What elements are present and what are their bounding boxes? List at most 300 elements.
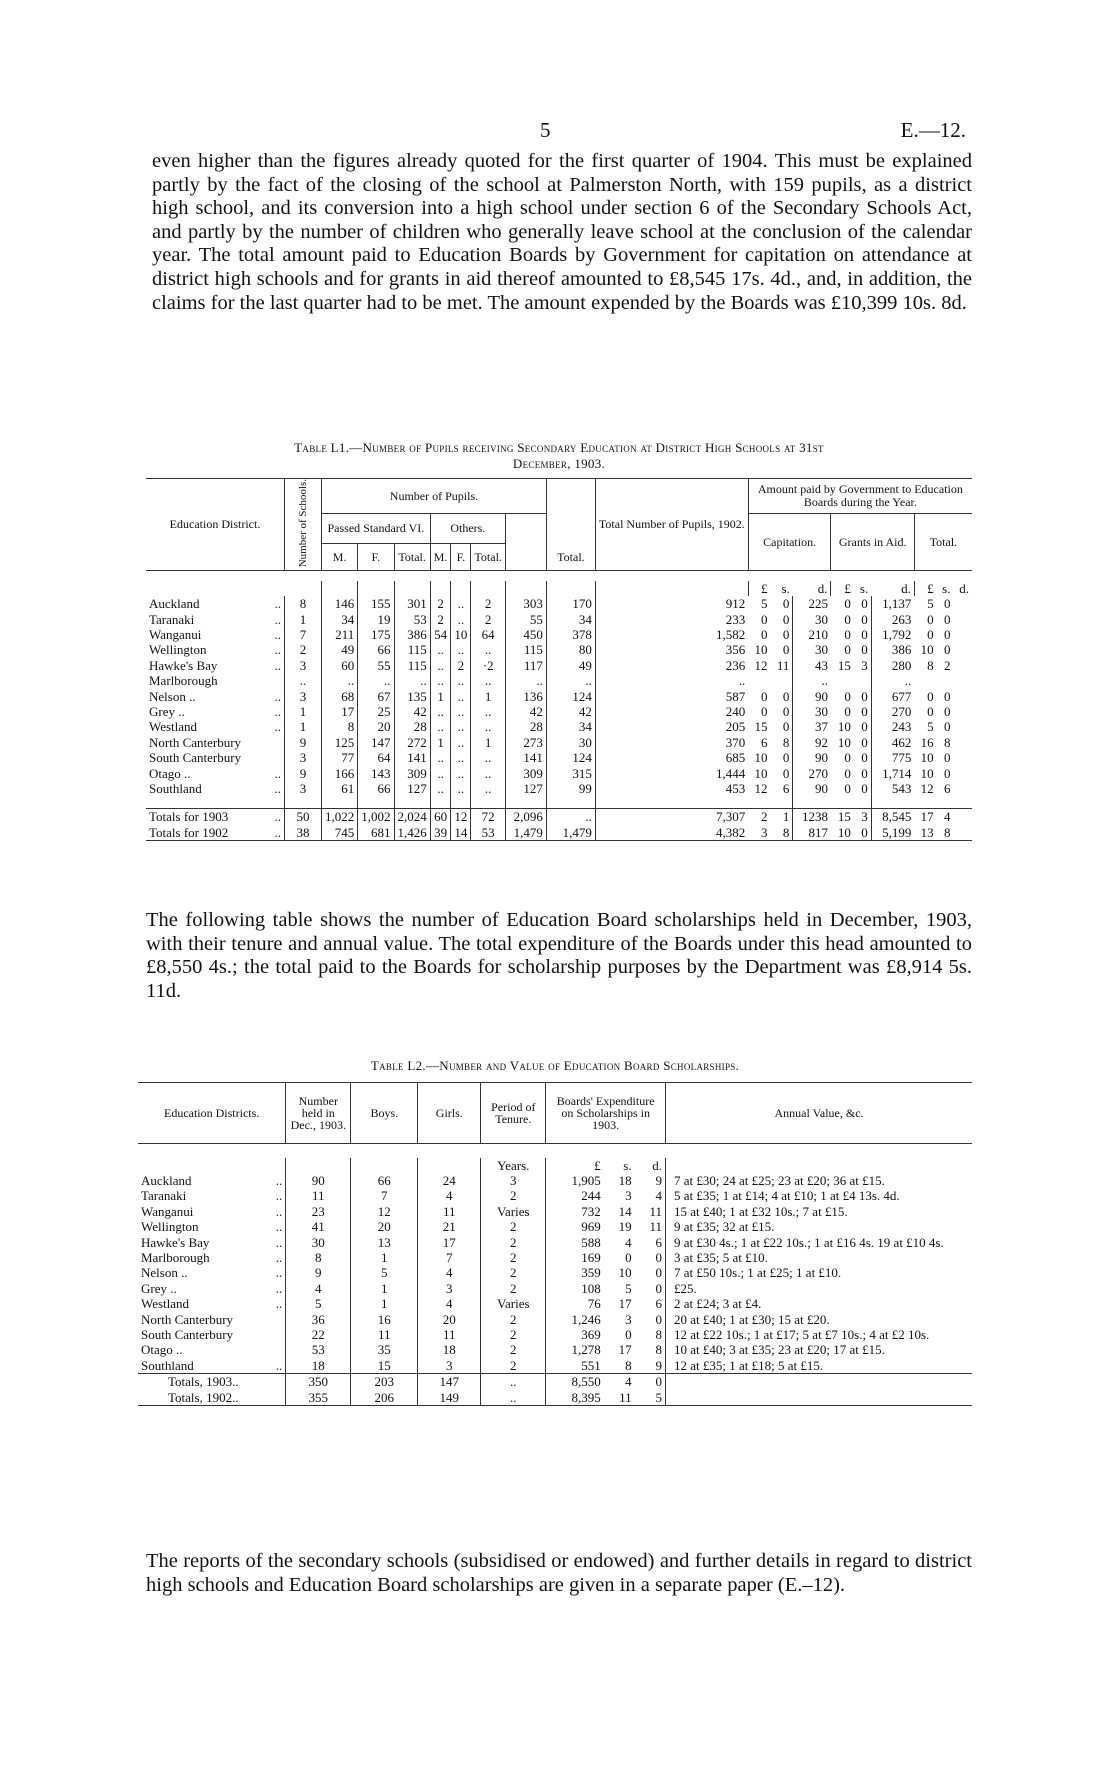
table-cell: 4: [418, 1265, 481, 1280]
table-cell: 3: [285, 689, 322, 704]
table-cell: 5: [286, 1296, 351, 1311]
column-header: Boys.: [351, 1083, 418, 1144]
table-l1-caption: [146, 440, 972, 472]
column-header: F.: [358, 544, 394, 571]
district-name: Hawke's Bay: [149, 657, 218, 673]
table-cell: 17: [322, 704, 358, 719]
table-cell: ..: [430, 673, 451, 688]
table-cell: 0: [927, 627, 934, 643]
table-row: [146, 642, 972, 657]
district-name: Wellington: [141, 1219, 199, 1235]
table-cell: 0: [943, 642, 951, 658]
table-cell: 462: [891, 734, 912, 750]
district-name: Southland: [141, 1357, 194, 1373]
table-cell: [937, 673, 954, 688]
district-cell: [146, 781, 285, 796]
table-cell: 3: [854, 658, 871, 673]
table-cell: 2: [471, 612, 506, 627]
table-cell: 14: [618, 1203, 632, 1219]
table-row: [146, 658, 972, 673]
table-cell: 30: [814, 642, 828, 658]
table-cell: ..: [285, 673, 322, 688]
table-cell: 2: [943, 657, 951, 673]
district-cell: [146, 750, 285, 765]
table-cell: 0: [854, 642, 871, 657]
table-cell: 90: [814, 688, 828, 704]
unit-label: d.: [635, 1158, 666, 1173]
table-cell: 0: [844, 704, 851, 720]
table-cell: 12: [451, 809, 471, 825]
leader-dots: ..: [274, 688, 281, 704]
table-cell: 0: [844, 765, 851, 781]
leader-dots: ..: [274, 611, 281, 627]
table-cell: ..: [471, 750, 506, 765]
table-cell: 2: [481, 1265, 546, 1280]
table-cell: ..: [451, 673, 471, 688]
table-cell: 301: [394, 596, 430, 611]
paragraph-text: The reports of the secondary schools (subsidised or endowed) and further details in regard to district high schools and Education Board scholarships are given in a separate paper (E.–12).: [146, 1550, 972, 1596]
table-cell: 1: [430, 735, 451, 750]
table-cell: 10: [837, 719, 851, 735]
table-cell: 0: [771, 704, 793, 719]
unit-label: d.: [871, 581, 914, 596]
table-cell: 6: [635, 1235, 666, 1250]
table-cell: 14: [451, 825, 471, 841]
table-cell: 28: [394, 719, 430, 734]
table-cell: 80: [546, 642, 595, 657]
table-row: [146, 704, 972, 719]
table-cell: 127: [394, 781, 430, 796]
table-cell: 10: [920, 750, 934, 766]
table-cell: 115: [394, 658, 430, 673]
table-cell: 0: [844, 781, 851, 797]
table-cell: 19: [358, 612, 394, 627]
table-cell: 4: [418, 1188, 481, 1203]
table-row: [138, 1173, 972, 1188]
table-cell: 124: [546, 750, 595, 765]
annual-value-cell: 9 at £30 4s.; 1 at £22 10s.; 1 at £16 4s. 19 at £10 4s.: [674, 1234, 944, 1250]
table-cell: 76: [587, 1296, 601, 1312]
table-cell: 11: [771, 658, 793, 673]
table-cell: 15: [351, 1358, 418, 1374]
annual-value-cell: 3 at £35; 5 at £10.: [674, 1249, 768, 1265]
district-cell: [146, 673, 285, 688]
table-cell: 0: [943, 596, 951, 612]
table-cell: 9: [635, 1173, 666, 1188]
annual-value-cell: 10 at £40; 3 at £35; 23 at £20; 17 at £15.: [674, 1342, 885, 1358]
table-cell: 1,246: [571, 1311, 601, 1327]
table-cell: 30: [814, 611, 828, 627]
table-cell: 0: [854, 766, 871, 781]
table-cell: 11: [635, 1204, 666, 1219]
table-cell: 43: [814, 657, 828, 673]
intro-paragraph: [152, 150, 972, 315]
table-cell: ..: [430, 658, 451, 673]
table-cell: 136: [505, 689, 546, 704]
district-name: Southland: [149, 781, 202, 797]
table-cell: 0: [761, 627, 768, 643]
table-cell: 0: [927, 688, 934, 704]
annual-value-cell: 9 at £35; 32 at £15.: [674, 1219, 775, 1235]
table-cell: 0: [844, 596, 851, 612]
table-cell: 236: [725, 657, 746, 673]
table-row: [138, 1188, 972, 1203]
table-cell: 7,307: [716, 809, 746, 825]
annual-value-cell: 20 at £40; 1 at £30; 15 at £20.: [674, 1311, 830, 1327]
district-cell: [146, 766, 285, 781]
table-cell: 0: [854, 689, 871, 704]
table-cell: 3: [625, 1311, 632, 1327]
table-cell: 0: [927, 704, 934, 720]
table-cell: 2: [481, 1250, 546, 1265]
units-row: [146, 581, 972, 596]
district-name: Taranaki: [141, 1188, 187, 1204]
table-cell: 1,479: [505, 825, 546, 841]
table-row: [146, 735, 972, 750]
spacer-row: [146, 796, 972, 809]
column-header: Education District.: [146, 479, 285, 571]
table-cell: 10: [920, 642, 934, 658]
table-cell: 2: [285, 642, 322, 657]
table-cell: 2: [481, 1219, 546, 1234]
table-cell: 2: [481, 1312, 546, 1327]
table-cell: 5: [635, 1390, 666, 1406]
table-cell: 10: [754, 642, 768, 658]
district-name: Wanganui: [149, 627, 202, 643]
district-cell: [146, 735, 285, 750]
table-cell: 41: [286, 1219, 351, 1234]
table-cell: 18: [286, 1358, 351, 1374]
column-header: [546, 479, 595, 544]
table-row: [138, 1358, 972, 1374]
table-cell: 0: [854, 825, 871, 841]
table-cell: ..: [451, 750, 471, 765]
table-cell: 0: [761, 611, 768, 627]
table-cell: 21: [418, 1219, 481, 1234]
table-cell: 30: [546, 735, 595, 750]
table-row: [138, 1219, 972, 1234]
table-cell: 1: [771, 809, 793, 825]
table-cell: 1: [351, 1250, 418, 1265]
paragraph-text: even higher than the figures already quoted for the first quarter of 1904. This must be explained partly by the fact of the closing of the school at Palmerston North, with 159 pupils, as a district high school, and its conversion into a high school under section 6 of the Secondary Schools Act, and partly by the number of children who generally leave school at the conclusion of the calendar year. The total amount paid to Education Boards by Government for capitation on attendance at district high schools and for grants in aid thereof amounted to £8,545 17s. 4d., and, in addition, the claims for the last quarter had to be met. The amount expended by the Boards was £10,399 10s. 8d.: [152, 150, 972, 314]
table-cell: 18: [618, 1172, 632, 1188]
table-cell: 1,792: [882, 627, 912, 643]
table-cell: ..: [269, 1281, 286, 1296]
unit-label: Years.: [481, 1158, 546, 1173]
table-cell: 3: [285, 781, 322, 796]
table-cell: 6: [761, 734, 768, 750]
table-cell: [269, 1342, 286, 1357]
table-cell: 1: [471, 735, 506, 750]
table-cell: 1,714: [882, 765, 912, 781]
unit-label: d.: [959, 580, 969, 596]
table-cell: 11: [635, 1219, 666, 1234]
table-cell: ..: [738, 673, 746, 689]
column-header: Grants in Aid.: [831, 514, 914, 571]
column-header: Number held in Dec., 1903.: [286, 1083, 351, 1144]
table-cell: 66: [358, 781, 394, 796]
table-cell: [666, 1390, 973, 1406]
totals-row: [138, 1390, 972, 1406]
column-header: Total.: [929, 534, 958, 549]
table-cell: 369: [581, 1326, 601, 1342]
table-cell: 1,426: [394, 825, 430, 841]
table-cell: ..: [451, 766, 471, 781]
table-cell: 175: [358, 627, 394, 642]
table-cell: 0: [854, 704, 871, 719]
column-header: Number of Pupils.: [322, 479, 547, 514]
column-header: Passed Standard VI.: [322, 514, 431, 544]
unit-label: £: [761, 580, 768, 596]
table-cell: 8: [625, 1357, 632, 1373]
table-cell: 12: [754, 657, 768, 673]
totals-row: [146, 825, 972, 841]
table-cell: 0: [927, 611, 934, 627]
caption-line: December, 1903.: [512, 456, 606, 471]
table-cell: 2: [481, 1342, 546, 1357]
unit-label: d.: [793, 581, 831, 596]
table-cell: 90: [286, 1173, 351, 1188]
table-cell: 0: [854, 719, 871, 734]
table-row: [146, 750, 972, 765]
table-cell: 244: [581, 1188, 601, 1204]
column-header: Period of Tenure.: [481, 1083, 546, 1144]
table-cell: 146: [322, 596, 358, 611]
table-cell: 0: [771, 719, 793, 734]
column-header: [505, 514, 546, 571]
table-cell: 6: [943, 781, 951, 797]
table-cell: ..: [471, 781, 506, 796]
table-cell: 3: [285, 750, 322, 765]
column-header: Total.: [546, 544, 595, 571]
table-row: [146, 612, 972, 627]
table-cell: 124: [546, 689, 595, 704]
table-cell: 54: [430, 627, 451, 642]
table-cell: 141: [505, 750, 546, 765]
table-cell: 8: [285, 596, 322, 611]
table-cell: 9: [285, 735, 322, 750]
table-cell: 206: [351, 1390, 418, 1406]
table-cell: 0: [635, 1265, 666, 1280]
table-cell: 551: [581, 1357, 601, 1373]
table-cell: 135: [394, 689, 430, 704]
table-cell: 8: [771, 825, 793, 841]
table-cell: 42: [546, 704, 595, 719]
table-cell: 10: [754, 750, 768, 766]
table-cell: 233: [725, 611, 746, 627]
table-cell: 11: [619, 1389, 632, 1405]
table-cell: 11: [351, 1327, 418, 1342]
table-cell: 0: [844, 627, 851, 643]
table-row: [138, 1296, 972, 1311]
table-cell: 30: [814, 704, 828, 720]
table-cell: 0: [625, 1326, 632, 1342]
table-cell: 359: [581, 1265, 601, 1281]
table-cell: ..: [430, 750, 451, 765]
table-cell: 42: [394, 704, 430, 719]
table-cell: 0: [854, 596, 871, 611]
table-cell: 1: [285, 719, 322, 734]
leader-dots: ..: [274, 596, 281, 612]
table-cell: 0: [943, 611, 951, 627]
table-cell: 13: [351, 1235, 418, 1250]
table-cell: 115: [505, 642, 546, 657]
table-cell: 0: [943, 750, 951, 766]
table-cell: 12: [920, 781, 934, 797]
district-cell: [146, 704, 285, 719]
table-cell: ..: [471, 704, 506, 719]
table-cell: [771, 673, 793, 688]
table-cell: 49: [322, 642, 358, 657]
district-name: Westland: [149, 719, 198, 735]
table-cell: 11: [418, 1327, 481, 1342]
table-cell: 10: [837, 734, 851, 750]
table-cell: 149: [418, 1390, 481, 1406]
table-cell: ..: [269, 1173, 286, 1188]
table-cell: 9: [285, 766, 322, 781]
table-cell: 1: [351, 1281, 418, 1296]
district-name: North Canterbury: [141, 1311, 234, 1327]
table-cell: 350: [286, 1374, 351, 1390]
unit-label: s.: [781, 580, 790, 596]
leader-dots: ..: [274, 824, 281, 840]
table-cell: 2: [430, 612, 451, 627]
table-cell: 13: [920, 824, 934, 840]
district-name: Hawke's Bay: [141, 1234, 210, 1250]
table-cell: 9: [286, 1265, 351, 1280]
district-cell: [146, 627, 285, 642]
table-cell: 36: [286, 1312, 351, 1327]
table-cell: 0: [943, 719, 951, 735]
table-cell: ..: [481, 1374, 546, 1390]
table-totals: [146, 796, 972, 840]
table-cell: 315: [546, 766, 595, 781]
district-name: North Canterbury: [149, 734, 242, 750]
table-cell: 2: [481, 1327, 546, 1342]
totals-row: [146, 809, 972, 825]
caption-line: Table L1.—Number of Pupils receiving Secondary Education at District High Schools at 31st: [294, 440, 824, 455]
column-header: Girls.: [418, 1083, 481, 1144]
table-cell: 211: [322, 627, 358, 642]
table-cell: 11: [286, 1188, 351, 1203]
table-cell: ..: [821, 673, 828, 689]
table-cell: 11: [418, 1204, 481, 1219]
table-cell: 7: [351, 1188, 418, 1203]
table-cell: 55: [505, 612, 546, 627]
table-cell: ..: [451, 612, 471, 627]
table-cell: ..: [430, 642, 451, 657]
leader-dots: ..: [274, 719, 281, 735]
table-cell: 0: [625, 1249, 632, 1265]
district-name: Totals for 1902: [149, 824, 229, 840]
table-cell: 72: [471, 809, 506, 825]
district-name: Nelson ..: [141, 1265, 188, 1281]
table-l1: [146, 478, 972, 841]
unit-label: £: [594, 1157, 601, 1173]
table-cell: [269, 1312, 286, 1327]
table-cell: 0: [844, 642, 851, 658]
table-cell: 34: [546, 612, 595, 627]
leader-dots: ..: [274, 781, 281, 797]
table-cell: 115: [394, 642, 430, 657]
table-cell: 1: [471, 689, 506, 704]
table-row: [146, 766, 972, 781]
table-cell: 92: [814, 734, 828, 750]
table-cell: ..: [451, 642, 471, 657]
table-cell: 2: [761, 809, 768, 825]
table-cell: 4: [286, 1281, 351, 1296]
table-cell: 0: [854, 781, 871, 796]
table-cell: ..: [269, 1219, 286, 1234]
table-cell: 0: [771, 627, 793, 642]
table-cell: 2: [481, 1235, 546, 1250]
table-cell: 108: [581, 1280, 601, 1296]
table-cell: 2,096: [505, 809, 546, 825]
table-cell: ..: [430, 766, 451, 781]
table-cell: 273: [505, 735, 546, 750]
table-cell: 6: [771, 781, 793, 796]
district-name: Auckland: [149, 596, 200, 612]
table-cell: [914, 673, 936, 688]
document-reference: E.—12.: [900, 118, 966, 142]
table-cell: 53: [394, 612, 430, 627]
table-row: [146, 719, 972, 734]
table-cell: 732: [581, 1203, 601, 1219]
table-cell: [666, 1374, 973, 1390]
table-cell: 3: [418, 1358, 481, 1374]
table-cell: 18: [418, 1342, 481, 1357]
district-name: South Canterbury: [141, 1326, 234, 1342]
table-cell: 0: [635, 1281, 666, 1296]
table-cell: 55: [358, 658, 394, 673]
table-cell: 20: [351, 1219, 418, 1234]
table-cell: ..: [269, 1250, 286, 1265]
unit-label: £: [927, 580, 934, 596]
table-cell: 2: [451, 658, 471, 673]
table-cell: 60: [322, 658, 358, 673]
table-cell: 53: [471, 825, 506, 841]
table-cell: 12: [754, 781, 768, 797]
table-cell: 681: [358, 825, 394, 841]
district-name: Otago ..: [149, 765, 191, 781]
table-cell: 90: [814, 781, 828, 797]
table-cell: 0: [771, 642, 793, 657]
column-header: Capitation.: [748, 514, 831, 571]
table-cell: 64: [471, 627, 506, 642]
annual-value-cell: 15 at £40; 1 at £32 10s.; 7 at £15.: [674, 1203, 848, 1219]
table-row: [138, 1265, 972, 1280]
table-cell: 309: [505, 766, 546, 781]
column-header: Amount paid by Government to Education Boards during the Year.: [748, 479, 972, 514]
table-cell: 0: [635, 1312, 666, 1327]
table-cell: 969: [581, 1219, 601, 1235]
table-cell: 240: [725, 704, 746, 720]
table-cell: 25: [358, 704, 394, 719]
table-cell: 22: [286, 1327, 351, 1342]
table-cell: 0: [761, 704, 768, 720]
column-header: F.: [451, 544, 471, 571]
leader-dots: ..: [274, 642, 281, 658]
table-cell: 0: [844, 611, 851, 627]
table-body: [146, 596, 972, 796]
table-cell: 0: [771, 596, 793, 611]
table-cell: 0: [844, 750, 851, 766]
table-cell: 147: [358, 735, 394, 750]
annual-value-cell: 2 at £24; 3 at £4.: [674, 1296, 762, 1312]
table-cell: 99: [546, 781, 595, 796]
table-cell: 2: [430, 596, 451, 611]
table-cell: ..: [546, 673, 595, 688]
